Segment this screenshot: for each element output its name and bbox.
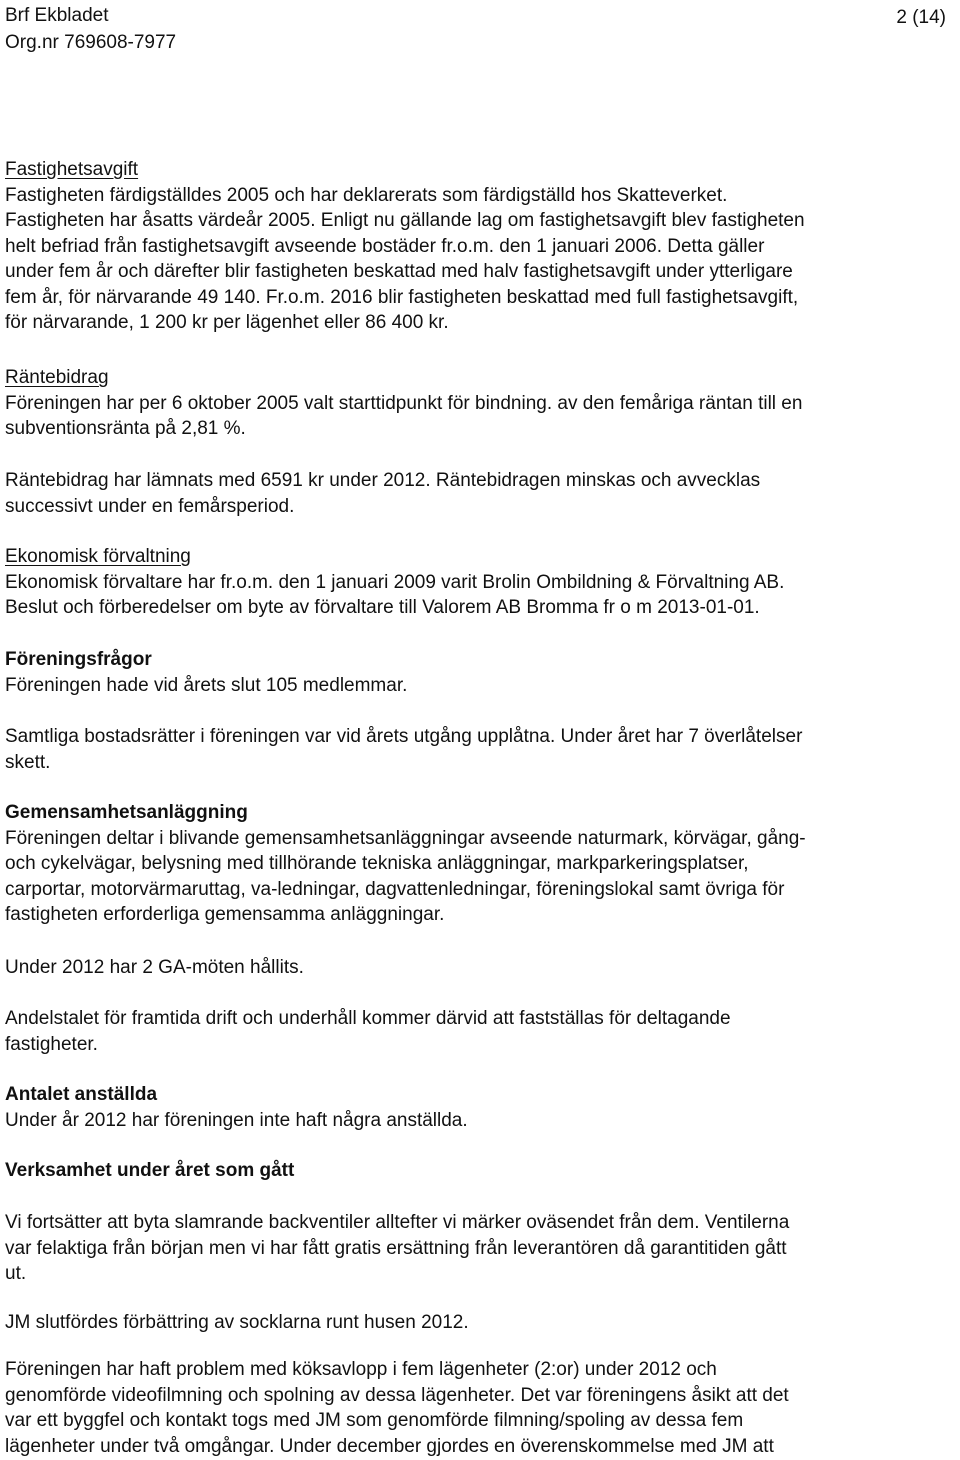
paragraph-line: fastigheten erforderliga gemensamma anläggningar. (5, 904, 445, 925)
paragraph-line: var ett byggfel och kontakt togs med JM som genomförde filmning/spoling av dessa fem (5, 1410, 744, 1431)
paragraph-line: Räntebidrag har lämnats med 6591 kr under 2012. Räntebidragen minskas och avvecklas (5, 470, 761, 491)
section-verksamhet-paragraph-1 (5, 1210, 955, 1287)
paragraph-line: lägenheter under två omgångar. Under december gjordes en överenskommelse med JM att (5, 1435, 774, 1457)
paragraph-line: Samtliga bostadsrätter i föreningen var vid årets utgång upplåtna. Under året har 7 överlåtelser (5, 726, 803, 747)
section-fastighetsavgift (5, 157, 955, 336)
paragraph-line: Ekonomisk förvaltare har fr.o.m. den 1 januari 2009 varit Brolin Ombildning & Förvaltning AB. (5, 571, 785, 593)
paragraph-line: carportar, motorvärmaruttag, va-ledningar, dagvattenledningar, föreningslokal samt övriga för (5, 878, 785, 900)
section-gemensamhetsanlaggning-paragraph-2 (5, 955, 955, 981)
paragraph-line: Fastigheten har åsatts värdeår 2005. Enligt nu gällande lag om fastighetsavgift blev fastigheten (5, 210, 805, 231)
paragraph-line: skett. (5, 751, 51, 773)
section-verksamhet-paragraph-2 (5, 1310, 955, 1336)
paragraph-line: och cykelvägar, belysning med tillhörande tekniska anläggningar, markparkeringsplatser, (5, 853, 749, 874)
paragraph-line: Under år 2012 har föreningen inte haft några anställda. (5, 1109, 468, 1131)
section-verksamhet (5, 1158, 955, 1184)
section-heading: Gemensamhetsanläggning (5, 802, 248, 823)
section-heading: Föreningsfrågor (5, 649, 152, 670)
section-heading: Antalet anställda (5, 1084, 158, 1105)
section-rantebidrag (5, 365, 955, 442)
paragraph-line: Under 2012 har 2 GA-möten hållits. (5, 957, 304, 978)
paragraph-line: successivt under en femårsperiod. (5, 495, 295, 517)
paragraph-line: Andelstalet för framtida drift och underhåll kommer därvid att fastställas för deltagande (5, 1008, 731, 1029)
section-antalet-anstallda (5, 1082, 955, 1133)
section-ekonomisk-forvaltning (5, 544, 955, 621)
paragraph-line: genomförde videofilmning och spolning av dessa lägenheter. Det var föreningens åsikt att det (5, 1384, 789, 1406)
paragraph-line: fastigheter. (5, 1033, 98, 1055)
paragraph-line: Fastigheten färdigställdes 2005 och har deklarerats som färdigställd hos Skatteverket. (5, 184, 728, 206)
paragraph-line: för närvarande, 1 200 kr per lägenhet eller 86 400 kr. (5, 312, 449, 333)
section-gemensamhetsanlaggning-paragraph-3 (5, 1006, 955, 1057)
section-rantebidrag-paragraph-2 (5, 468, 955, 519)
section-foreningsfragor-paragraph-2 (5, 724, 955, 775)
paragraph-line: subventionsränta på 2,81 %. (5, 418, 246, 439)
section-foreningsfragor (5, 647, 955, 698)
paragraph-line: Vi fortsätter att byta slamrande backventiler alltefter vi märker oväsendet från dem. Ventilerna (5, 1212, 790, 1233)
document-header-left (5, 2, 176, 56)
page-number: 2 (14) (896, 7, 946, 28)
paragraph-line: JM slutfördes förbättring av socklarna runt husen 2012. (5, 1312, 469, 1333)
paragraph-line: under fem år och därefter blir fastigheten beskattad med halv fastighetsavgift under ytterligare (5, 261, 793, 282)
organization-number: Org.nr 769608-7977 (5, 32, 177, 53)
section-verksamhet-paragraph-3 (5, 1357, 955, 1459)
section-heading: Fastighetsavgift (5, 159, 139, 180)
organization-name: Brf Ekbladet (5, 5, 109, 26)
paragraph-line: fem år, för närvarande 49 140. Fr.o.m. 2016 blir fastigheten beskattad med full fastighetsavgift, (5, 286, 799, 308)
section-gemensamhetsanlaggning (5, 800, 955, 928)
paragraph-line: Beslut och förberedelser om byte av förvaltare till Valorem AB Bromma fr o m 2013-01-01. (5, 597, 760, 618)
paragraph-line: Föreningen hade vid årets slut 105 medlemmar. (5, 674, 408, 696)
paragraph-line: var felaktiga från början men vi har fått gratis ersättning från leverantören då garantitiden gått (5, 1237, 787, 1259)
paragraph-line: Föreningen har per 6 oktober 2005 valt starttidpunkt för bindning. av den femåriga räntan till en (5, 392, 803, 414)
paragraph-line: Föreningen har haft problem med köksavlopp i fem lägenheter (2:or) under 2012 och (5, 1359, 717, 1380)
section-heading: Verksamhet under året som gått (5, 1160, 295, 1181)
paragraph-line: ut. (5, 1263, 27, 1284)
section-heading: Räntebidrag (5, 367, 109, 388)
paragraph-line: Föreningen deltar i blivande gemensamhetsanläggningar avseende naturmark, körvägar, gång- (5, 827, 806, 849)
paragraph-line: helt befriad från fastighetsavgift avseende bostäder fr.o.m. den 1 januari 2006. Detta gäller (5, 235, 765, 257)
section-heading: Ekonomisk förvaltning (5, 546, 191, 567)
